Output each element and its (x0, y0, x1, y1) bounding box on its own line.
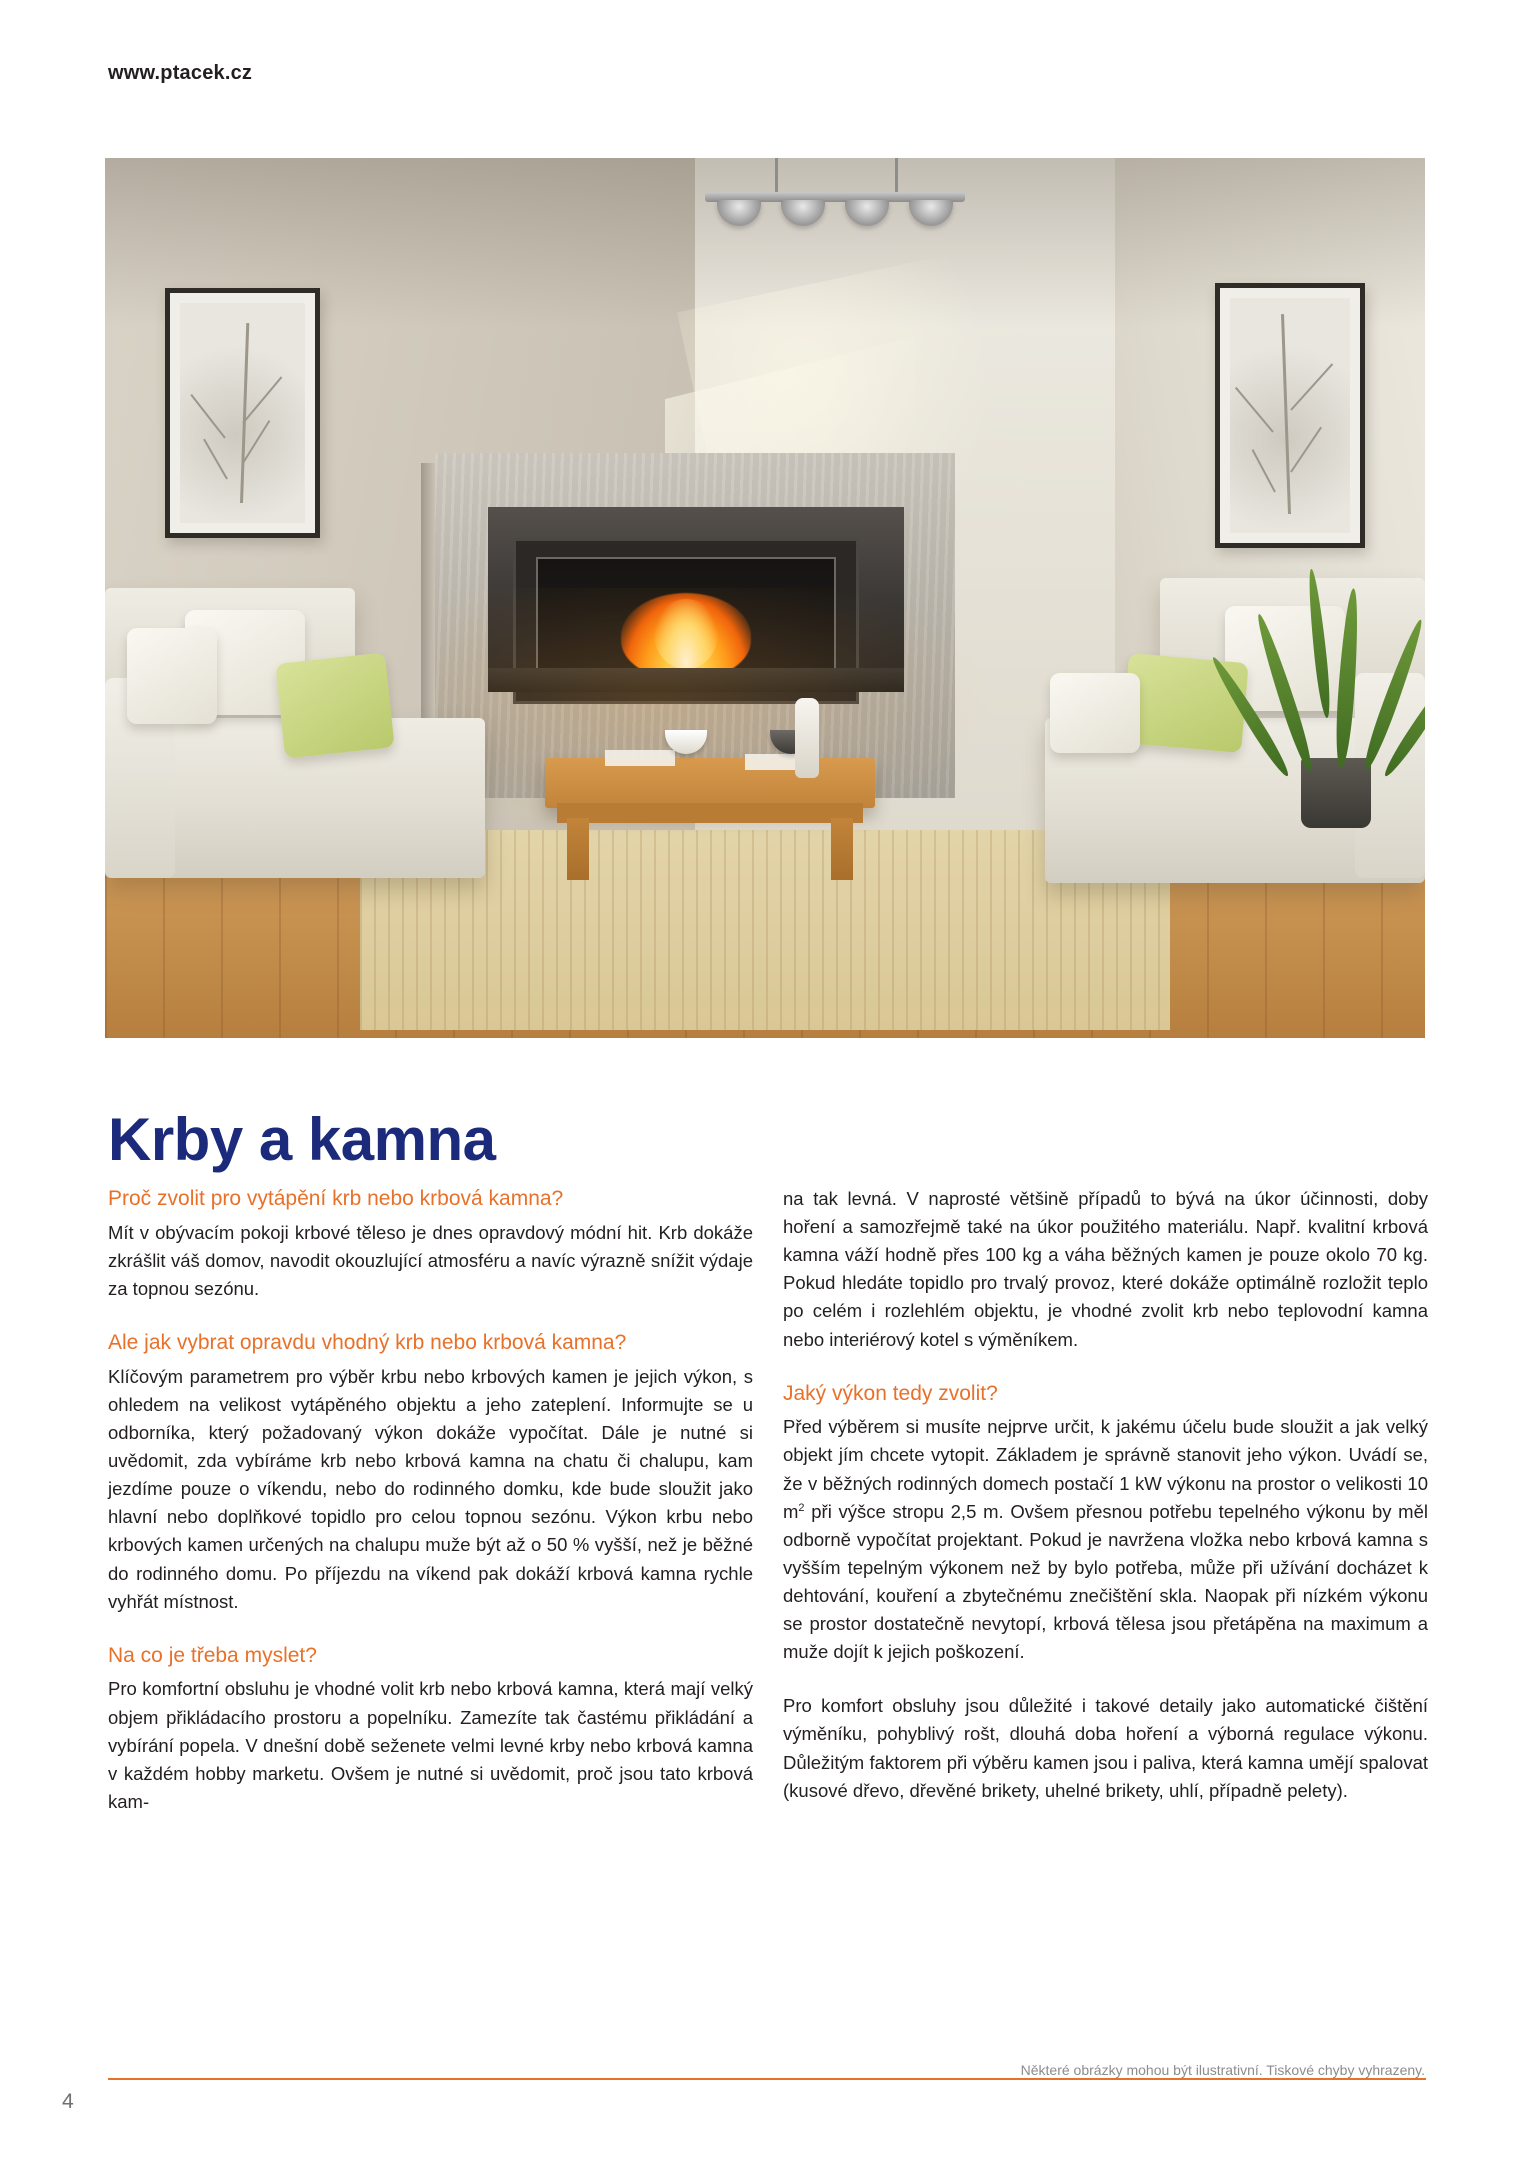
living-room-scene (105, 158, 1425, 1038)
footer-divider (108, 2078, 1426, 2080)
paragraph-continuation: na tak levná. V naprosté většině případů to bývá na úkor účinnosti, doby hoření a samozřejmě také na úkor použitého materiálu. Např. kvalitní krbová kamna váží hodně přes 100 kg a váha běžných kamen je pouze okolo 70 kg. Pokud hledáte topidlo pro trvalý provoz, které dokáže optimálně rozložit teplo po celém i rozlehlém objektu, je vhodné zvolit krb nebo teplovodní kamna nebo interiérový kotel s výměníkem. (783, 1188, 1428, 1350)
twig-shape (1290, 427, 1322, 473)
subheading-why-choose: Proč zvolit pro vytápění krb nebo krbová kamna? (108, 1187, 564, 1210)
pillow-white (127, 628, 217, 724)
paragraph-how-to-pick: Klíčovým parametrem pro výběr krbu nebo krbových kamen je jejich výkon, s ohledem na velikost vytápěného objektu a jeho zateplení. Informujte se u odborníka, který požadovaný výkon dokáže vypočítat. Dále je nutné si uvědomit, zda vybíráme krb nebo krbová kamna na chatu či chalupu, kam jezdíme pouze o víkendu, nebo do rodinného domku, kde bude sloužit jako hlavní nebo doplňkové topidlo pro celou topnou sezónu. Výkon krbu nebo krbových kamen určených na chalupu muže být až o 50 % vyšší, než je běžné do rodinného domu. Po příjezdu na víkend pak dokáží krbová kamna rychle vyhřát místnost. (108, 1365, 753, 1612)
paragraph-what-to-consider: Pro komfortní obsluhu je vhodné volit krb nebo krbová kamna, která mají velký objem přikládacího prostoru a popelníku. Zamezíte tak častému přikládání a vybírání popela. V dnešní době seženete velmi levné krby nebo krbová kamna v každém hobby marketu. Ovšem je nutné si uvědomit, proč jsou tato krbová kam- (108, 1678, 753, 1812)
placemat (605, 750, 675, 766)
twig-shape (203, 439, 228, 480)
fire-core-icon (654, 599, 718, 669)
vase (795, 698, 819, 778)
text-column-right (783, 1185, 1428, 1805)
subheading-which-output: Jaký výkon tedy zvolit? (783, 1381, 998, 1405)
paragraph-which-output-part-b: při výšce stropu 2,5 m. Ovšem přesnou potřebu tepelného výkonu by měl odborně vypočítat projektant. Pokud je navržena vložka nebo krbová kamna s vyšším tepelným výkonem než by bylo potřeba, může při užívání docházet k dehtování, kouření a zbytečnému znečištění skla. Naopak při nízkém výkonu se prostor dostatečně nevytopí, krbová tělesa jsou přetápěna na maximum a muže dojít k jejich poškození. (783, 1500, 1428, 1663)
twig-shape (240, 323, 249, 503)
plant-pot (1301, 758, 1371, 828)
twig-shape (1290, 363, 1333, 410)
square-meter-superscript: 2 (798, 1501, 805, 1514)
coffee-table-top (545, 758, 875, 808)
subheading-what-to-consider: Na co je třeba myslet? (108, 1643, 317, 1667)
coffee-table-apron (557, 803, 863, 823)
page-number: 4 (62, 2090, 74, 2113)
artwork-canvas (180, 303, 305, 523)
lamp-rod-icon (775, 158, 778, 194)
pillow-green (1121, 653, 1248, 753)
pillow-white (1050, 673, 1140, 753)
hero-image (105, 158, 1425, 1038)
twig-shape (190, 394, 225, 439)
page-title: Krby a kamna (108, 1106, 496, 1174)
twig-shape (1235, 387, 1274, 433)
twig-shape (1281, 314, 1291, 514)
paragraph-comfort-details: Pro komfort obsluhy jsou důležité i takové detaily jako automatické čištění výměníku, pohyblivý rošt, dlouhá doba hoření a výborná regulace výkonu. Důležitým faktorem při výběru kamen jsou i paliva, která kamna umějí spalovat (kusové dřevo, dřevěné brikety, uhelné brikety, uhlí, případně pelety). (783, 1695, 1428, 1801)
twig-shape (242, 376, 282, 423)
twig-shape (1252, 449, 1276, 492)
paragraph-which-output-part-a: Před výběrem si musíte nejprve určit, k jakému účelu bude sloužit a jak velký objekt jím chcete vytopit. Základem je správně stanovit jeho výkon. Uvádí se, že v běžných rodinných domech postačí 1 kW výkonu na prostor o velikosti 10 m (783, 1416, 1428, 1522)
site-url: www.ptacek.cz (108, 62, 253, 84)
framed-artwork-left (165, 288, 320, 538)
pillow-green (275, 653, 394, 759)
lamp-rod-icon (895, 158, 898, 194)
coffee-table-leg (567, 818, 589, 880)
artwork-canvas (1230, 298, 1350, 533)
framed-artwork-right (1215, 283, 1365, 548)
subheading-how-to-pick: Ale jak vybrat opravdu vhodný krb nebo krbová kamna? (108, 1331, 627, 1355)
coffee-table-leg (831, 818, 853, 880)
paragraph-why-choose: Mít v obývacím pokoji krbové těleso je dnes opravdový módní hit. Krb dokáže zkrášlit váš domov, navodit okouzlující atmosféru a navíc výrazně snížit výdaje za topnou sezónu. (108, 1221, 753, 1299)
paragraph-which-output (783, 1413, 1428, 1666)
footer-note: Některé obrázky mohou být ilustrativní. Tiskové chyby vyhrazeny. (1020, 2062, 1425, 2078)
fireplace-hearth (488, 668, 904, 692)
twig-shape (242, 420, 270, 463)
text-column-left (108, 1185, 753, 1816)
